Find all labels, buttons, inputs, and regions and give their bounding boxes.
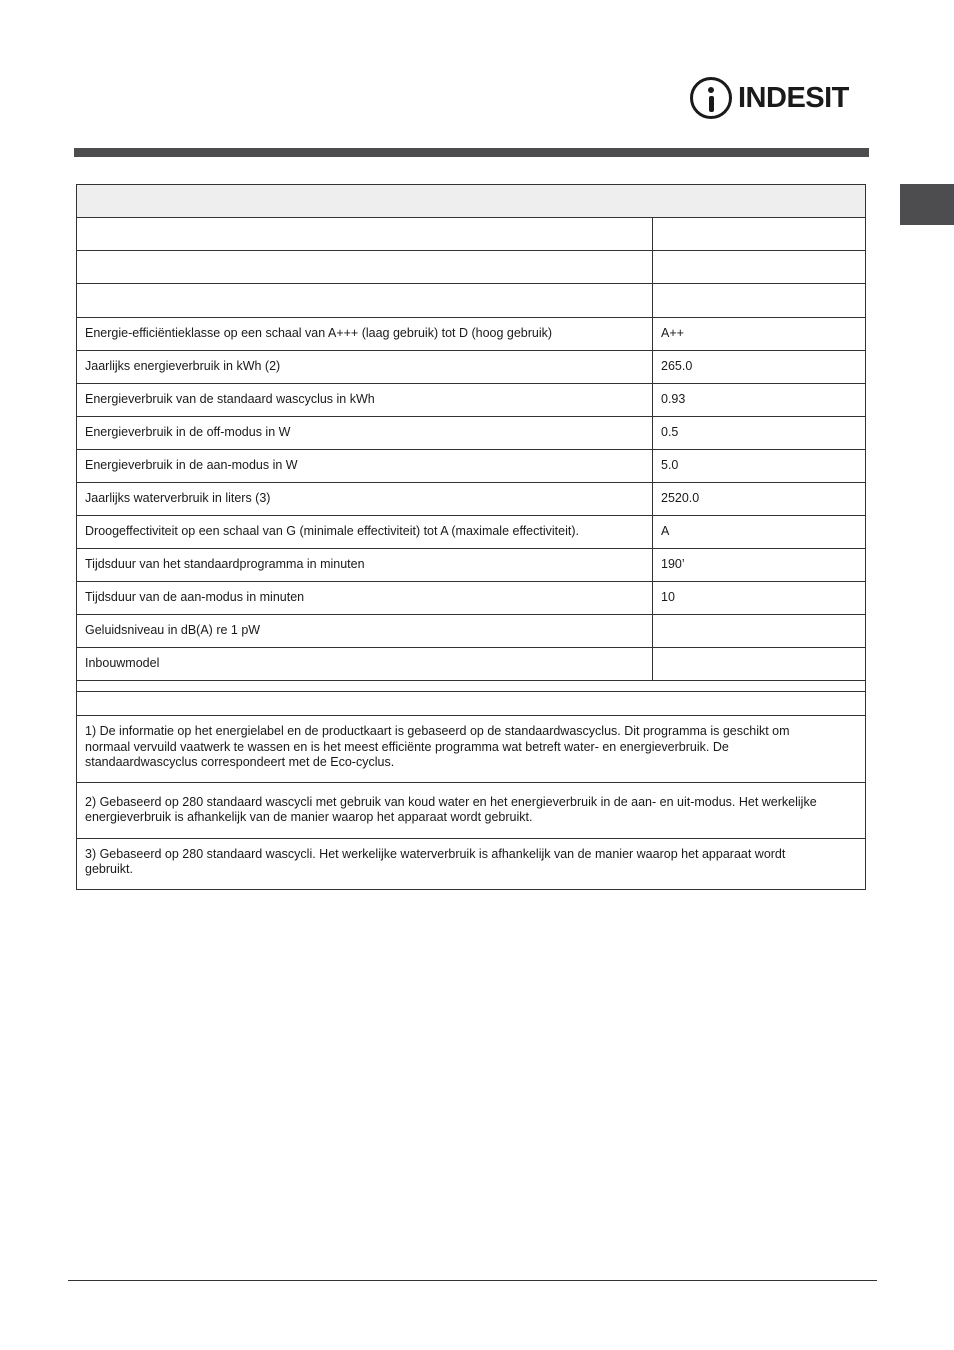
footnote-3: 3) Gebaseerd op 280 standaard wascycli. Het werkelijke waterverbruik is afhankelijk van de manier waarop het apparaat wordt gebruikt. — [77, 838, 866, 889]
footnote-row — [77, 716, 866, 783]
footnote-row — [77, 782, 866, 838]
table-row — [77, 615, 866, 648]
table-row — [77, 351, 866, 384]
footer-divider — [68, 1280, 877, 1281]
table-row — [77, 218, 866, 251]
table-header-row — [77, 185, 866, 218]
language-tab — [900, 184, 954, 225]
off-mode-value: 0.5 — [653, 417, 866, 450]
drying-efficiency-value: A — [653, 516, 866, 549]
table-row — [77, 549, 866, 582]
table-row — [77, 251, 866, 284]
footnote-2: 2) Gebaseerd op 280 standaard wascycli met gebruik van koud water en het energieverbruik in de aan- en uit-modus. Het werkelijke energieverbruik is afhankelijk van de manier waarop het apparaat wordt gebruikt. — [77, 782, 866, 838]
row-label — [77, 218, 653, 251]
brand-logo — [690, 74, 868, 122]
notes-header-row — [77, 692, 866, 716]
table-row — [77, 450, 866, 483]
cycle-energy-label: Energieverbruik van de standaard wascyclus in kWh — [77, 384, 653, 417]
table-spacer-row — [77, 681, 866, 692]
notes-header — [77, 692, 866, 716]
on-mode-label: Energieverbruik in de aan-modus in W — [77, 450, 653, 483]
table-row — [77, 384, 866, 417]
energy-class-value: A++ — [653, 318, 866, 351]
on-mode-duration-label: Tijdsduur van de aan-modus in minuten — [77, 582, 653, 615]
indesit-logo-icon — [690, 77, 732, 119]
off-mode-label: Energieverbruik in de off-modus in W — [77, 417, 653, 450]
row-value — [653, 218, 866, 251]
built-in-value — [653, 648, 866, 681]
brand-name: INDESIT — [738, 81, 849, 114]
on-mode-duration-value: 10 — [653, 582, 866, 615]
product-fiche-table — [76, 184, 866, 890]
noise-level-label: Geluidsniveau in dB(A) re 1 pW — [77, 615, 653, 648]
drying-efficiency-label: Droogeffectiviteit op een schaal van G (minimale effectiviteit) tot A (maximale effectiviteit). — [77, 516, 653, 549]
table-row — [77, 648, 866, 681]
table-header — [77, 185, 866, 218]
cycle-energy-value: 0.93 — [653, 384, 866, 417]
footnote-row — [77, 838, 866, 889]
program-duration-value: 190’ — [653, 549, 866, 582]
spacer-cell — [77, 681, 866, 692]
noise-level-value — [653, 615, 866, 648]
footnote-1: 1) De informatie op het energielabel en de productkaart is gebaseerd op de standaardwascyclus. Dit programma is geschikt om normaal vervuild vaatwerk te wassen en is het meest efficiënte programma wat betreft water- en energieverbruik. De standaardwascyclus correspondeert met de Eco-cyclus. — [77, 716, 866, 783]
on-mode-value: 5.0 — [653, 450, 866, 483]
row-value — [653, 251, 866, 284]
table-row — [77, 483, 866, 516]
row-label — [77, 251, 653, 284]
energy-class-label: Energie-efficiëntieklasse op een schaal van A+++ (laag gebruik) tot D (hoog gebruik) — [77, 318, 653, 351]
annual-water-label: Jaarlijks waterverbruik in liters (3) — [77, 483, 653, 516]
table-row — [77, 582, 866, 615]
program-duration-label: Tijdsduur van het standaardprogramma in minuten — [77, 549, 653, 582]
table-row — [77, 284, 866, 318]
built-in-label: Inbouwmodel — [77, 648, 653, 681]
table-row — [77, 417, 866, 450]
row-value — [653, 284, 866, 318]
row-label — [77, 284, 653, 318]
table-row — [77, 516, 866, 549]
annual-water-value: 2520.0 — [653, 483, 866, 516]
annual-energy-label: Jaarlijks energieverbruik in kWh (2) — [77, 351, 653, 384]
table-row — [77, 318, 866, 351]
header-bar — [74, 148, 869, 157]
annual-energy-value: 265.0 — [653, 351, 866, 384]
